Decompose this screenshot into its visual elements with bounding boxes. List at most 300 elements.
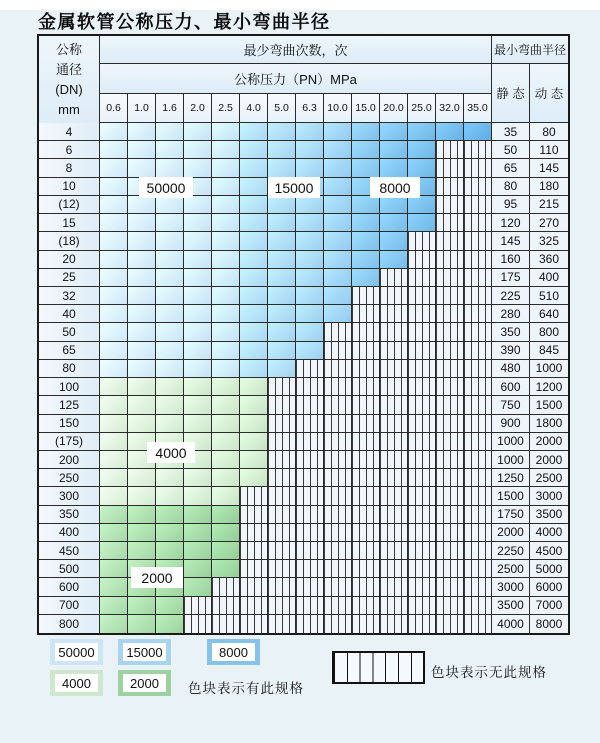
dynamic-radius-cell: 400 [530,269,568,287]
spec-cell [268,305,296,323]
static-radius-cell: 1250 [492,469,530,487]
no-spec-cell [408,578,436,596]
static-radius-cell: 3000 [492,578,530,596]
table-row [39,123,568,141]
spec-cell [156,159,184,177]
no-spec-cell [240,578,268,596]
spec-cell [128,506,156,524]
no-spec-cell [380,578,408,596]
spec-cell [212,506,240,524]
spec-cell [240,141,268,159]
no-spec-cell [212,597,240,615]
spec-cell [212,542,240,560]
no-spec-cell [352,615,380,633]
no-spec-cell [380,415,408,433]
spec-cell [324,251,352,269]
spec-cell [212,287,240,305]
pressure-column-header: 10.0 [324,94,352,123]
spec-cell [100,487,128,505]
no-spec-cell [268,433,296,451]
spec-cell [128,378,156,396]
static-radius-cell: 65 [492,159,530,177]
spec-cell [352,269,380,287]
no-spec-cell [268,451,296,469]
table-row [39,396,568,414]
spec-cell [296,214,324,232]
spec-cell [100,542,128,560]
spec-cell [128,323,156,341]
dynamic-radius-cell: 6000 [530,578,568,596]
no-spec-cell [380,396,408,414]
spec-cell [128,159,156,177]
no-spec-cell [464,360,492,378]
spec-cell [324,305,352,323]
dynamic-radius-cell: 1800 [530,415,568,433]
table-row [39,433,568,451]
no-spec-cell [408,269,436,287]
dynamic-radius-cell: 180 [530,178,568,196]
dynamic-radius-cell: 4000 [530,524,568,542]
no-spec-cell [436,433,464,451]
table-row [39,251,568,269]
no-spec-cell [464,141,492,159]
spec-cell [100,578,128,596]
dn-cell: 600 [39,578,100,596]
spec-cell [128,141,156,159]
no-spec-cell [408,560,436,578]
dn-cell: 400 [39,524,100,542]
spec-cell [128,232,156,250]
no-spec-cell [268,524,296,542]
spec-cell [240,251,268,269]
spec-cell [380,214,408,232]
no-spec-cell [436,141,464,159]
spec-cell [268,232,296,250]
no-spec-cell [352,378,380,396]
no-spec-cell [352,597,380,615]
spec-cell [240,396,268,414]
no-spec-cell [352,578,380,596]
spec-cell [100,433,128,451]
spec-cell [212,378,240,396]
spec-cell [380,159,408,177]
pressure-column-header: 4.0 [240,94,268,123]
table-row [39,506,568,524]
spec-cell [240,269,268,287]
pressure-column-header: 2.0 [184,94,212,123]
no-spec-cell [408,451,436,469]
no-spec-cell [464,232,492,250]
no-spec-cell [408,305,436,323]
spec-cell [156,123,184,141]
table-row [39,469,568,487]
no-spec-cell [324,597,352,615]
spec-cell [184,342,212,360]
no-spec-cell [184,615,212,633]
spec-cell [268,141,296,159]
dn-cell: 10 [39,178,100,196]
spec-cell [212,415,240,433]
spec-cell [156,524,184,542]
spec-cell [184,232,212,250]
no-spec-cell [268,542,296,560]
spec-cell [156,214,184,232]
spec-cell [212,123,240,141]
no-spec-cell [324,506,352,524]
spec-cell [268,214,296,232]
spec-cell [380,251,408,269]
static-radius-cell: 2500 [492,560,530,578]
no-spec-cell [380,542,408,560]
pressure-column-header: 32.0 [436,94,464,123]
spec-cell [212,433,240,451]
spec-cell [128,305,156,323]
no-spec-cell [464,487,492,505]
no-spec-cell [380,342,408,360]
spec-cell [408,214,436,232]
spec-cell [100,415,128,433]
spec-cell [212,396,240,414]
no-spec-cell [380,615,408,633]
spec-cell [212,141,240,159]
dn-cell: 4 [39,123,100,141]
static-radius-cell: 480 [492,360,530,378]
no-spec-cell [296,469,324,487]
spec-cell [100,396,128,414]
spec-cell [184,469,212,487]
spec-cell [128,542,156,560]
header-dn-line: mm [58,101,80,117]
no-spec-cell [436,451,464,469]
spec-cell [100,269,128,287]
header-dn-line: 公称 [55,41,82,57]
zone-value-label: 2000 [131,567,183,588]
spec-cell [212,360,240,378]
spec-cell [184,560,212,578]
spec-cell [100,159,128,177]
table-row [39,159,568,177]
legend-has-spec-text: 色块表示有此规格 [188,681,304,696]
spec-cell [240,342,268,360]
no-spec-cell [352,451,380,469]
spec-cell [324,214,352,232]
dynamic-radius-cell: 215 [530,196,568,214]
no-spec-cell [380,524,408,542]
no-spec-cell [464,451,492,469]
spec-cell [128,196,156,214]
no-spec-cell [296,451,324,469]
pressure-column-header: 1.6 [156,94,184,123]
dn-cell: (175) [39,433,100,451]
spec-cell [100,360,128,378]
spec-cell [184,542,212,560]
no-spec-cell [380,269,408,287]
table-row [39,287,568,305]
spec-cell [352,141,380,159]
spec-cell [100,323,128,341]
spec-cell [212,305,240,323]
pressure-column-header: 5.0 [268,94,296,123]
no-spec-cell [324,323,352,341]
spec-cell [296,141,324,159]
spec-cell [128,269,156,287]
pressure-column-header: 0.6 [100,94,128,123]
no-spec-cell [408,469,436,487]
spec-cell [324,269,352,287]
legend-no-spec-swatch [332,651,425,684]
spec-cell [128,251,156,269]
no-spec-cell [268,597,296,615]
spec-cell [212,524,240,542]
dynamic-radius-cell: 7000 [530,597,568,615]
no-spec-cell [240,506,268,524]
spec-cell [128,360,156,378]
static-radius-cell: 175 [492,269,530,287]
spec-cell [296,305,324,323]
spec-cell [128,415,156,433]
spec-cell [408,141,436,159]
header-pressure-columns [100,94,492,123]
dn-cell: (12) [39,196,100,214]
no-spec-cell [380,560,408,578]
no-spec-cell [324,487,352,505]
static-radius-cell: 350 [492,323,530,341]
no-spec-cell [296,506,324,524]
spec-cell [268,287,296,305]
no-spec-cell [324,578,352,596]
spec-cell [268,360,296,378]
spec-cell [324,159,352,177]
spec-cell [156,506,184,524]
no-spec-cell [436,506,464,524]
no-spec-cell [464,560,492,578]
static-radius-cell: 1750 [492,506,530,524]
no-spec-cell [296,578,324,596]
table-row [39,342,568,360]
dn-cell: (18) [39,232,100,250]
spec-cell [156,360,184,378]
spec-cell [100,305,128,323]
static-radius-cell: 390 [492,342,530,360]
no-spec-cell [436,305,464,323]
zone-value-label: 50000 [139,177,193,198]
spec-cell [296,251,324,269]
no-spec-cell [436,287,464,305]
spec-cell [324,123,352,141]
spec-cell [184,378,212,396]
table-row [39,560,568,578]
no-spec-cell [352,524,380,542]
static-radius-cell: 95 [492,196,530,214]
static-radius-cell: 35 [492,123,530,141]
spec-cell [100,287,128,305]
spec-cell [184,269,212,287]
dn-cell: 125 [39,396,100,414]
static-radius-cell: 1500 [492,487,530,505]
legend-swatch [50,670,103,696]
spec-cell [296,232,324,250]
no-spec-cell [240,487,268,505]
spec-cell [128,123,156,141]
no-spec-cell [296,597,324,615]
no-spec-cell [436,415,464,433]
spec-cell [100,214,128,232]
spec-cell [184,196,212,214]
spec-cell [156,378,184,396]
no-spec-cell [408,342,436,360]
no-spec-cell [352,433,380,451]
spec-cell [128,597,156,615]
dn-cell: 40 [39,305,100,323]
table-row [39,542,568,560]
dynamic-radius-cell: 510 [530,287,568,305]
spec-cell [268,196,296,214]
table-row [39,323,568,341]
spec-cell [100,196,128,214]
dynamic-radius-cell: 5000 [530,560,568,578]
spec-cell [240,323,268,341]
static-radius-cell: 120 [492,214,530,232]
spec-cell [128,396,156,414]
static-radius-cell: 280 [492,305,530,323]
spec-cell [184,396,212,414]
spec-cell [184,287,212,305]
no-spec-cell [268,578,296,596]
no-spec-cell [352,305,380,323]
no-spec-cell [296,415,324,433]
no-spec-cell [352,360,380,378]
spec-cell [296,323,324,341]
spec-cell [268,342,296,360]
spec-cell [184,251,212,269]
no-spec-cell [380,469,408,487]
static-radius-cell: 160 [492,251,530,269]
no-spec-cell [408,232,436,250]
spec-cell [100,451,128,469]
no-spec-cell [296,396,324,414]
no-spec-cell [380,597,408,615]
zone-value-label: 15000 [268,177,320,198]
dn-cell: 250 [39,469,100,487]
no-spec-cell [268,378,296,396]
spec-cell [156,542,184,560]
dynamic-radius-cell: 325 [530,232,568,250]
no-spec-cell [212,578,240,596]
no-spec-cell [380,433,408,451]
spec-cell [240,469,268,487]
spec-cell [212,232,240,250]
zone-value-label: 8000 [370,177,420,198]
no-spec-cell [352,415,380,433]
legend-swatch-value: 4000 [55,674,98,692]
spec-cell [156,615,184,633]
spec-cell [212,196,240,214]
no-spec-cell [240,597,268,615]
spec-cell [184,524,212,542]
spec-cell [100,378,128,396]
spec-cell [184,159,212,177]
dynamic-radius-cell: 1000 [530,360,568,378]
spec-cell [436,123,464,141]
static-radius-cell: 900 [492,415,530,433]
table-row [39,360,568,378]
static-radius-cell: 50 [492,141,530,159]
no-spec-cell [408,542,436,560]
dynamic-radius-cell: 4500 [530,542,568,560]
no-spec-cell [408,415,436,433]
spec-cell [240,214,268,232]
no-spec-cell [408,487,436,505]
no-spec-cell [408,378,436,396]
static-radius-cell: 145 [492,232,530,250]
spec-cell [324,196,352,214]
table-row [39,524,568,542]
spec-cell [128,214,156,232]
dynamic-radius-cell: 360 [530,251,568,269]
spec-cell [156,415,184,433]
no-spec-cell [352,287,380,305]
no-spec-cell [324,469,352,487]
spec-cell [184,360,212,378]
no-spec-cell [436,323,464,341]
no-spec-cell [464,615,492,633]
pressure-column-header: 2.5 [212,94,240,123]
no-spec-cell [184,597,212,615]
no-spec-cell [324,378,352,396]
zone-value-label: 4000 [147,442,195,463]
no-spec-cell [464,196,492,214]
legend-swatch [118,639,171,665]
no-spec-cell [296,487,324,505]
no-spec-cell [296,433,324,451]
spec-cell [128,524,156,542]
spec-cell [156,141,184,159]
no-spec-cell [268,615,296,633]
spec-cell [156,342,184,360]
no-spec-cell [324,415,352,433]
spec-cell [128,469,156,487]
no-spec-cell [380,323,408,341]
spec-cell [296,287,324,305]
no-spec-cell [380,451,408,469]
no-spec-cell [436,378,464,396]
spec-cell [128,615,156,633]
spec-cell [268,251,296,269]
spec-cell [156,469,184,487]
spec-cell [128,342,156,360]
dn-cell: 25 [39,269,100,287]
spec-cell [184,214,212,232]
no-spec-cell [380,378,408,396]
no-spec-cell [380,506,408,524]
spec-table [37,34,570,635]
no-spec-cell [408,433,436,451]
spec-cell [212,323,240,341]
legend-no-spec-text: 色块表示无此规格 [431,665,547,680]
no-spec-cell [408,323,436,341]
dynamic-radius-cell: 8000 [530,615,568,633]
no-spec-cell [240,560,268,578]
header-dn [39,36,100,123]
spec-cell [464,123,492,141]
dynamic-radius-cell: 110 [530,141,568,159]
table-row [39,451,568,469]
no-spec-cell [408,396,436,414]
table-row [39,578,568,596]
no-spec-cell [408,360,436,378]
spec-cell [380,123,408,141]
no-spec-cell [408,287,436,305]
